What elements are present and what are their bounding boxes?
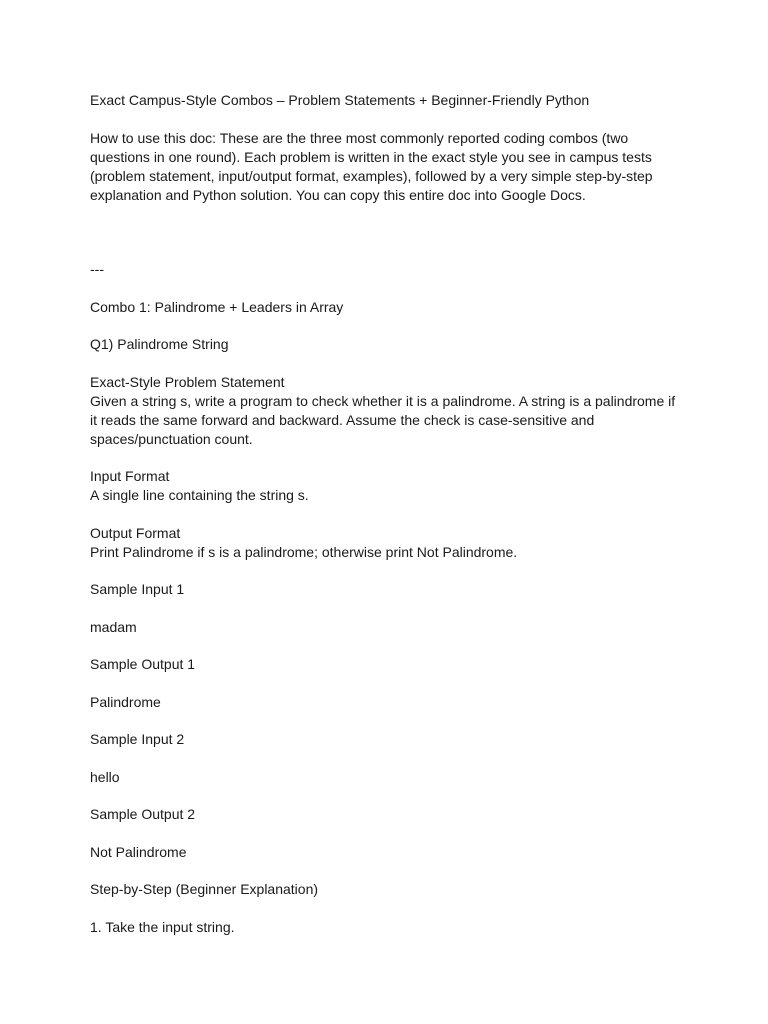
- problem-statement-heading: Exact-Style Problem Statement: [90, 373, 285, 390]
- combo-heading: Combo 1: Palindrome + Leaders in Array: [90, 298, 344, 315]
- output-format-text: Print Palindrome if s is a palindrome; otherwise print Not Palindrome.: [90, 543, 518, 560]
- sample-output-2-label: Sample Output 2: [90, 806, 196, 822]
- input-format-section: [90, 467, 680, 505]
- sample-output-1-value: Palindrome: [90, 693, 161, 710]
- sample-input-1-label: Sample Input 1: [90, 581, 185, 597]
- problem-statement-text: Given a string s, write a program to check whether it is a palindrome. A string is a palindrome if it reads the same forward and backward. Assume the check is case-sensitive and spaces/punctuation count.: [90, 392, 680, 447]
- question-heading: Q1) Palindrome String: [90, 336, 229, 352]
- sample-input-2-value: hello: [90, 768, 120, 785]
- input-format-heading: Input Format: [90, 468, 170, 484]
- output-format-section: [90, 524, 680, 562]
- intro-paragraph: How to use this doc: These are the three most commonly reported coding combos (two questions in one round). Each problem is written in the exact style you see in campus tests (problem statement, input/output format, examples), followed by a very simple step-by-step explanation and Python solution. You can copy this entire doc into Google Docs.: [90, 129, 657, 203]
- section-separator: ---: [90, 261, 104, 277]
- sample-input-2-label: Sample Input 2: [90, 731, 185, 747]
- sample-output-1-label: Sample Output 1: [90, 656, 196, 672]
- problem-statement-section: [90, 373, 680, 449]
- sample-input-1-value: madam: [90, 618, 137, 635]
- input-format-text: A single line containing the string s.: [90, 487, 309, 503]
- document-body: [90, 91, 680, 955]
- output-format-heading: Output Format: [90, 524, 181, 541]
- document-title: Exact Campus-Style Combos – Problem Statements + Beginner-Friendly Python: [90, 92, 590, 108]
- blank-space: [90, 223, 680, 260]
- sample-output-2-value: Not Palindrome: [90, 843, 187, 860]
- step-item: 1. Take the input string.: [90, 918, 235, 935]
- steps-heading: Step-by-Step (Beginner Explanation): [90, 881, 319, 897]
